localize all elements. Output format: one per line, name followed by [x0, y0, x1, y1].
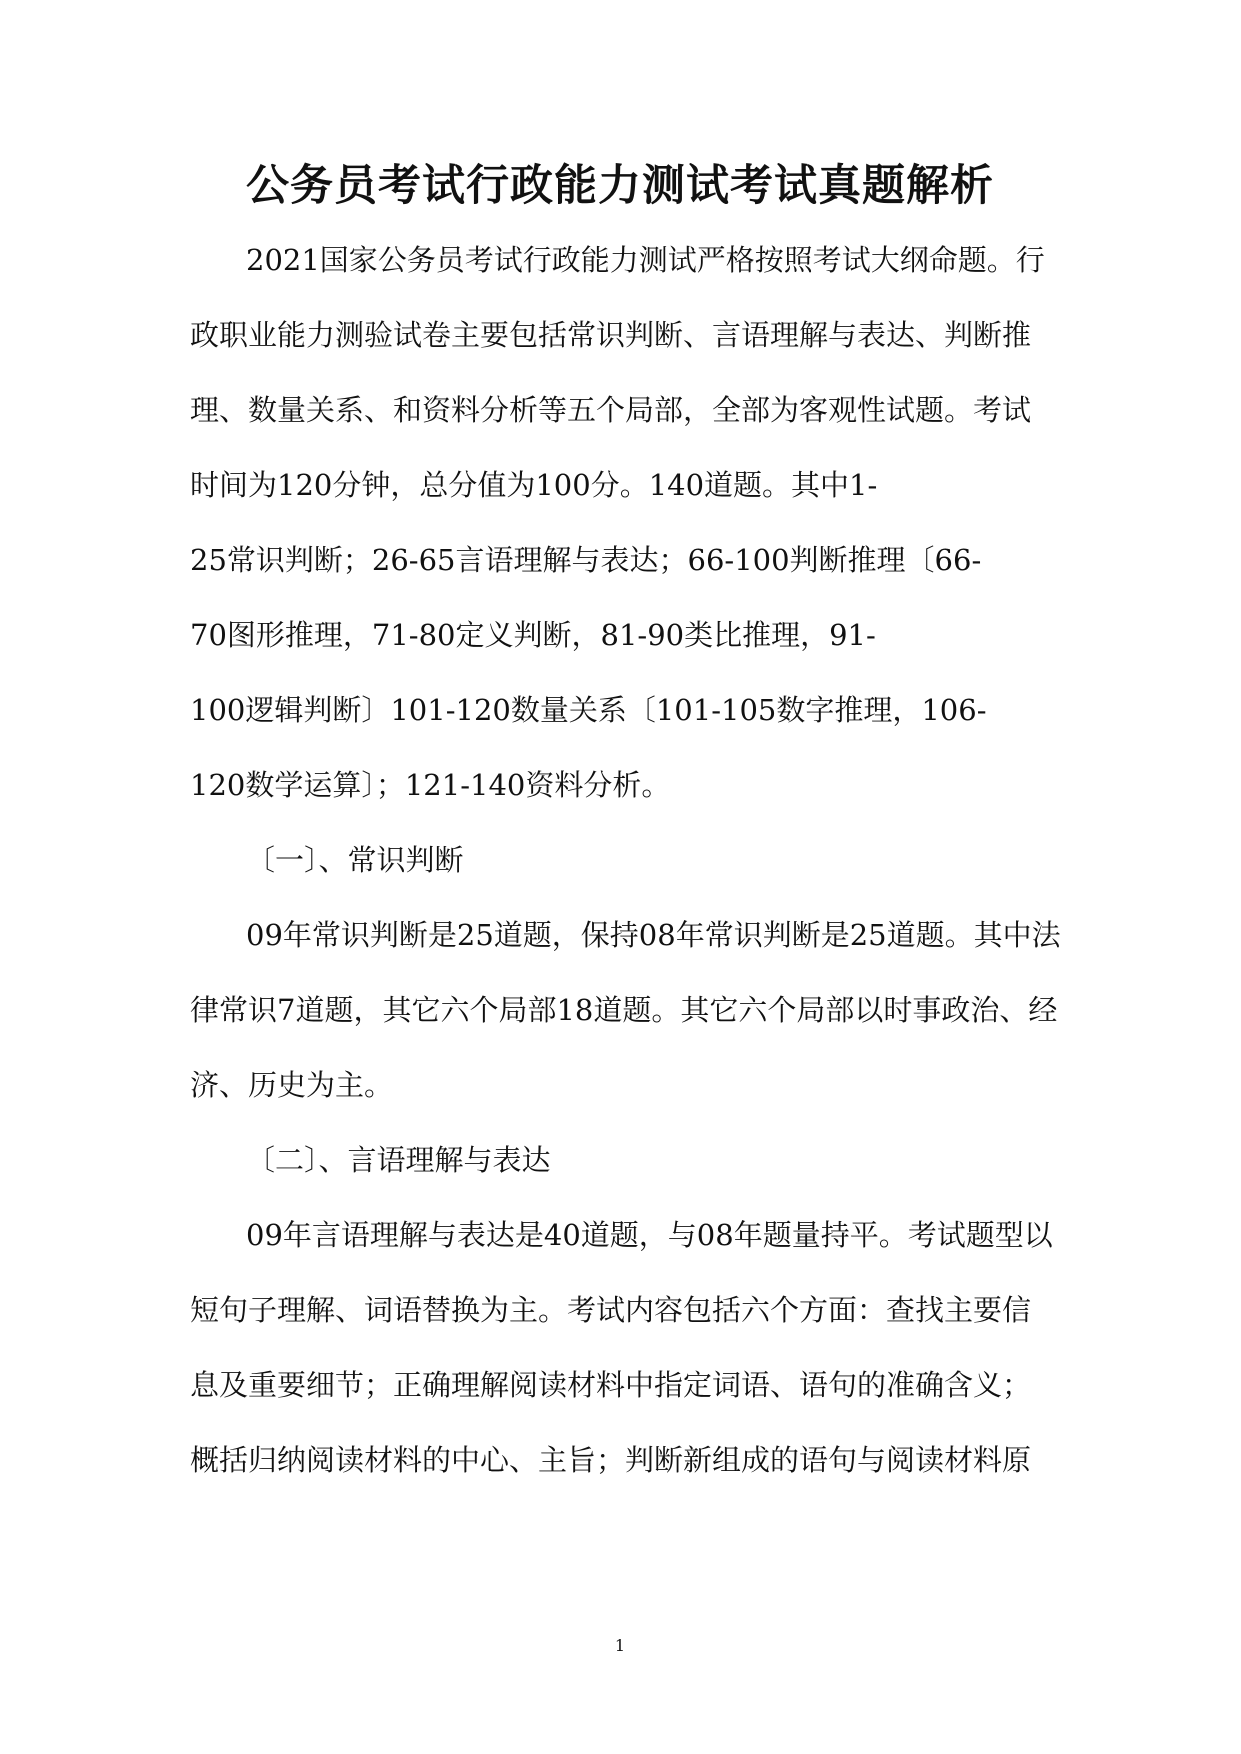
body-line: 时间为120分钟，总分值为100分。140道题。其中1-	[190, 468, 878, 502]
body-line: 09年言语理解与表达是40道题，与08年题量持平。考试题型以	[246, 1218, 1053, 1252]
page-number: 1	[614, 1636, 626, 1655]
body-line: 120数学运算〕；121-140资料分析。	[190, 768, 671, 802]
section-heading-common-sense: 〔一〕、常识判断	[246, 843, 464, 877]
body-line: 短句子理解、词语替换为主。考试内容包括六个方面：查找主要信	[190, 1293, 1032, 1327]
body-line: 理、数量关系、和资料分析等五个局部，全部为客观性试题。考试	[190, 393, 1032, 427]
body-line: 济、历史为主。	[190, 1068, 394, 1102]
body-line: 100逻辑判断〕101-120数量关系〔101-105数字推理，106-	[190, 693, 987, 727]
body-line: 25常识判断；26-65言语理解与表达；66-100判断推理〔66-	[190, 543, 982, 577]
body-line: 70图形推理，71-80定义判断，81-90类比推理，91-	[190, 618, 876, 652]
document-title: 公务员考试行政能力测试考试真题解析	[246, 161, 994, 211]
body-line: 09年常识判断是25道题，保持08年常识判断是25道题。其中法	[246, 918, 1061, 952]
body-line: 2021国家公务员考试行政能力测试严格按照考试大纲命题。行	[246, 243, 1045, 277]
body-line: 息及重要细节；正确理解阅读材料中指定词语、语句的准确含义；	[190, 1368, 1032, 1402]
body-line: 概括归纳阅读材料的中心、主旨；判断新组成的语句与阅读材料原	[190, 1443, 1032, 1477]
section-heading-verbal: 〔二〕、言语理解与表达	[246, 1143, 551, 1177]
body-line: 政职业能力测验试卷主要包括常识判断、言语理解与表达、判断推	[190, 318, 1032, 352]
body-line: 律常识7道题，其它六个局部18道题。其它六个局部以时事政治、经	[190, 993, 1058, 1027]
